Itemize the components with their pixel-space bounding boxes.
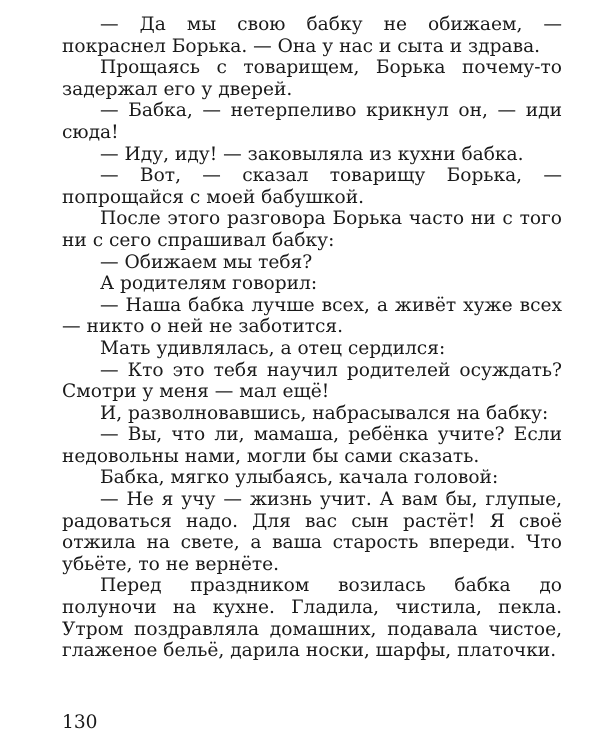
paragraph-3: — Бабка, — нетерпеливо крикнул он, — иди сюда! [62, 100, 562, 143]
paragraph-12: И, разволновавшись, набрасывался на бабку: [100, 402, 549, 424]
paragraph-16: Перед праздником возилась бабка до полуночи на кухне. Гладила, чистила, пекла. Утром поздравляла домашних, подавала чистое, глаженое бельё, дарила носки, шарфы, платочки. [62, 575, 562, 662]
paragraph-4: — Иду, иду! — заковыляла из кухни бабка. [100, 143, 524, 165]
paragraph-6: После этого разговора Борька часто ни с того ни с сего спрашивал бабку: [62, 208, 562, 251]
paragraph-1: — Да мы свою бабку не обижаем, — покраснел Борька. — Она у нас и сыта и здрава. [62, 14, 562, 57]
paragraph-10: Мать удивлялась, а отец сердился: [100, 337, 446, 359]
paragraph-5: — Вот, — сказал товарищу Борька, — попрощайся с моей бабушкой. [62, 165, 562, 208]
paragraph-9: — Наша бабка лучше всех, а живёт хуже всех — никто о ней не заботится. [62, 294, 562, 338]
paragraph-14: Бабка, мягко улыбаясь, качала головой: [100, 467, 499, 489]
paragraph-2: Прощаясь с товарищем, Борька почему-то задержал его у дверей. [62, 57, 562, 100]
paragraph-13: — Вы, что ли, мамаша, ребёнка учите? Если недовольны нами, могли бы сами сказать. [62, 424, 562, 467]
paragraph-11: — Кто это тебя научил родителей осуждать? Смотри у меня — мал ещё! [62, 359, 562, 403]
paragraph-7: — Обижаем мы тебя? [100, 251, 313, 273]
page-number: 130 [62, 712, 98, 733]
page-body [62, 14, 562, 662]
paragraph-8: А родителям говорил: [100, 273, 318, 295]
paragraph-15: — Не я учу — жизнь учит. А вам бы, глупые, радоваться надо. Для вас сын растёт! Я своё отжила на свете, а ваша старость впереди. Что убьёте, то не вернёте. [62, 489, 562, 575]
